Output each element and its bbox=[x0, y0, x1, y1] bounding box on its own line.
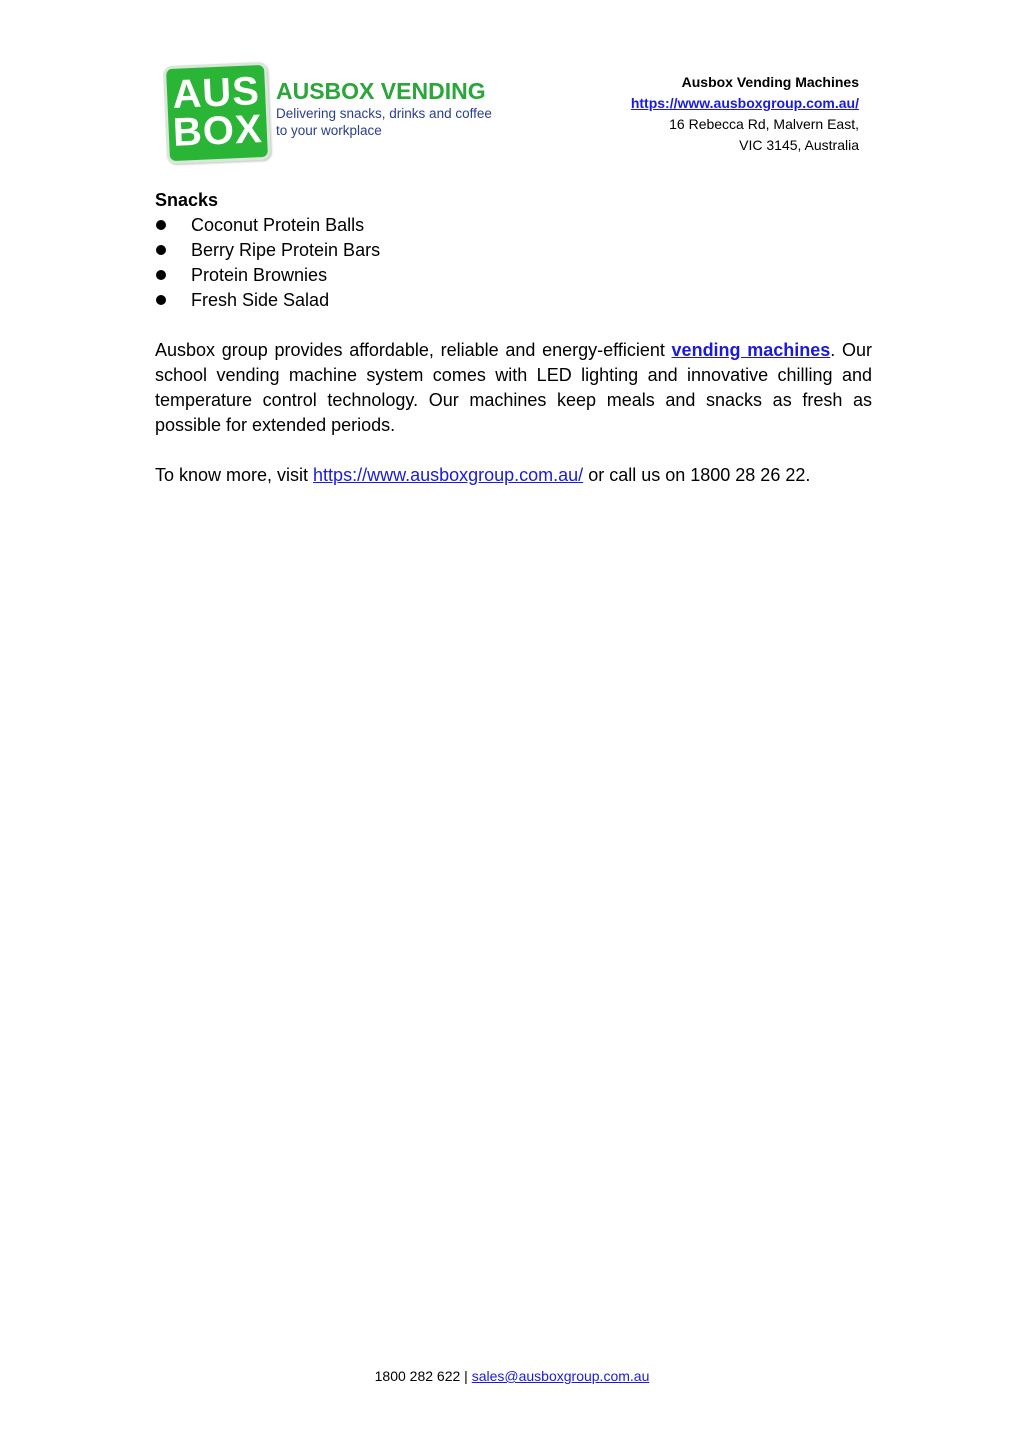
list-item bbox=[155, 288, 872, 313]
logo-tile-text-top: AUS bbox=[171, 69, 261, 117]
body-content bbox=[155, 188, 872, 488]
list-item-label: Berry Ripe Protein Bars bbox=[191, 240, 381, 260]
website-link[interactable]: https://www.ausboxgroup.com.au/ bbox=[313, 465, 584, 485]
page-footer bbox=[0, 1366, 1024, 1386]
list-item-label: Protein Brownies bbox=[191, 265, 328, 285]
contact-paragraph bbox=[155, 463, 872, 488]
footer-email-link[interactable]: sales@ausboxgroup.com.au bbox=[471, 1368, 650, 1384]
brand-tagline: Delivering snacks, drinks and coffee to your workplace bbox=[276, 106, 492, 138]
header-website-link[interactable]: https://www.ausboxgroup.com.au/ bbox=[630, 95, 859, 111]
about-paragraph bbox=[155, 338, 872, 438]
vending-machines-link[interactable]: vending machines bbox=[671, 340, 831, 360]
bullet-icon bbox=[156, 245, 166, 255]
address-line-2: VIC 3145, Australia bbox=[739, 137, 859, 153]
footer-separator: | bbox=[460, 1368, 472, 1384]
logo-tile-text-bottom: BOX bbox=[172, 107, 264, 155]
list-item-label: Fresh Side Salad bbox=[191, 290, 330, 310]
header-contact bbox=[631, 72, 859, 156]
contact-text-end: or call us on 1800 28 26 22. bbox=[583, 465, 811, 485]
about-text-start: Ausbox group provides affordable, reliable and energy-efficient bbox=[155, 340, 672, 360]
list-item-label: Coconut Protein Balls bbox=[191, 215, 365, 235]
logo-tile bbox=[163, 62, 271, 164]
footer-phone: 1800 282 622 bbox=[374, 1368, 461, 1384]
snack-list bbox=[155, 213, 872, 313]
bullet-icon bbox=[156, 295, 166, 305]
snacks-heading: Snacks bbox=[155, 190, 219, 210]
contact-text-start: To know more, visit bbox=[155, 465, 314, 485]
list-item bbox=[155, 213, 872, 238]
bullet-icon bbox=[156, 220, 166, 230]
bullet-icon bbox=[156, 270, 166, 280]
address-line-1: 16 Rebecca Rd, Malvern East, bbox=[669, 116, 859, 132]
list-item bbox=[155, 238, 872, 263]
brand-name: AUSBOX VENDING bbox=[276, 78, 486, 104]
ausbox-logo bbox=[163, 62, 503, 160]
list-item bbox=[155, 263, 872, 288]
company-name: Ausbox Vending Machines bbox=[681, 74, 859, 90]
about-text-end: . Our school vending machine system comes with LED lighting and innovative chilling and temperature control technology. Our machines keep meals and snacks as fresh as possible for extended periods. bbox=[155, 340, 873, 435]
